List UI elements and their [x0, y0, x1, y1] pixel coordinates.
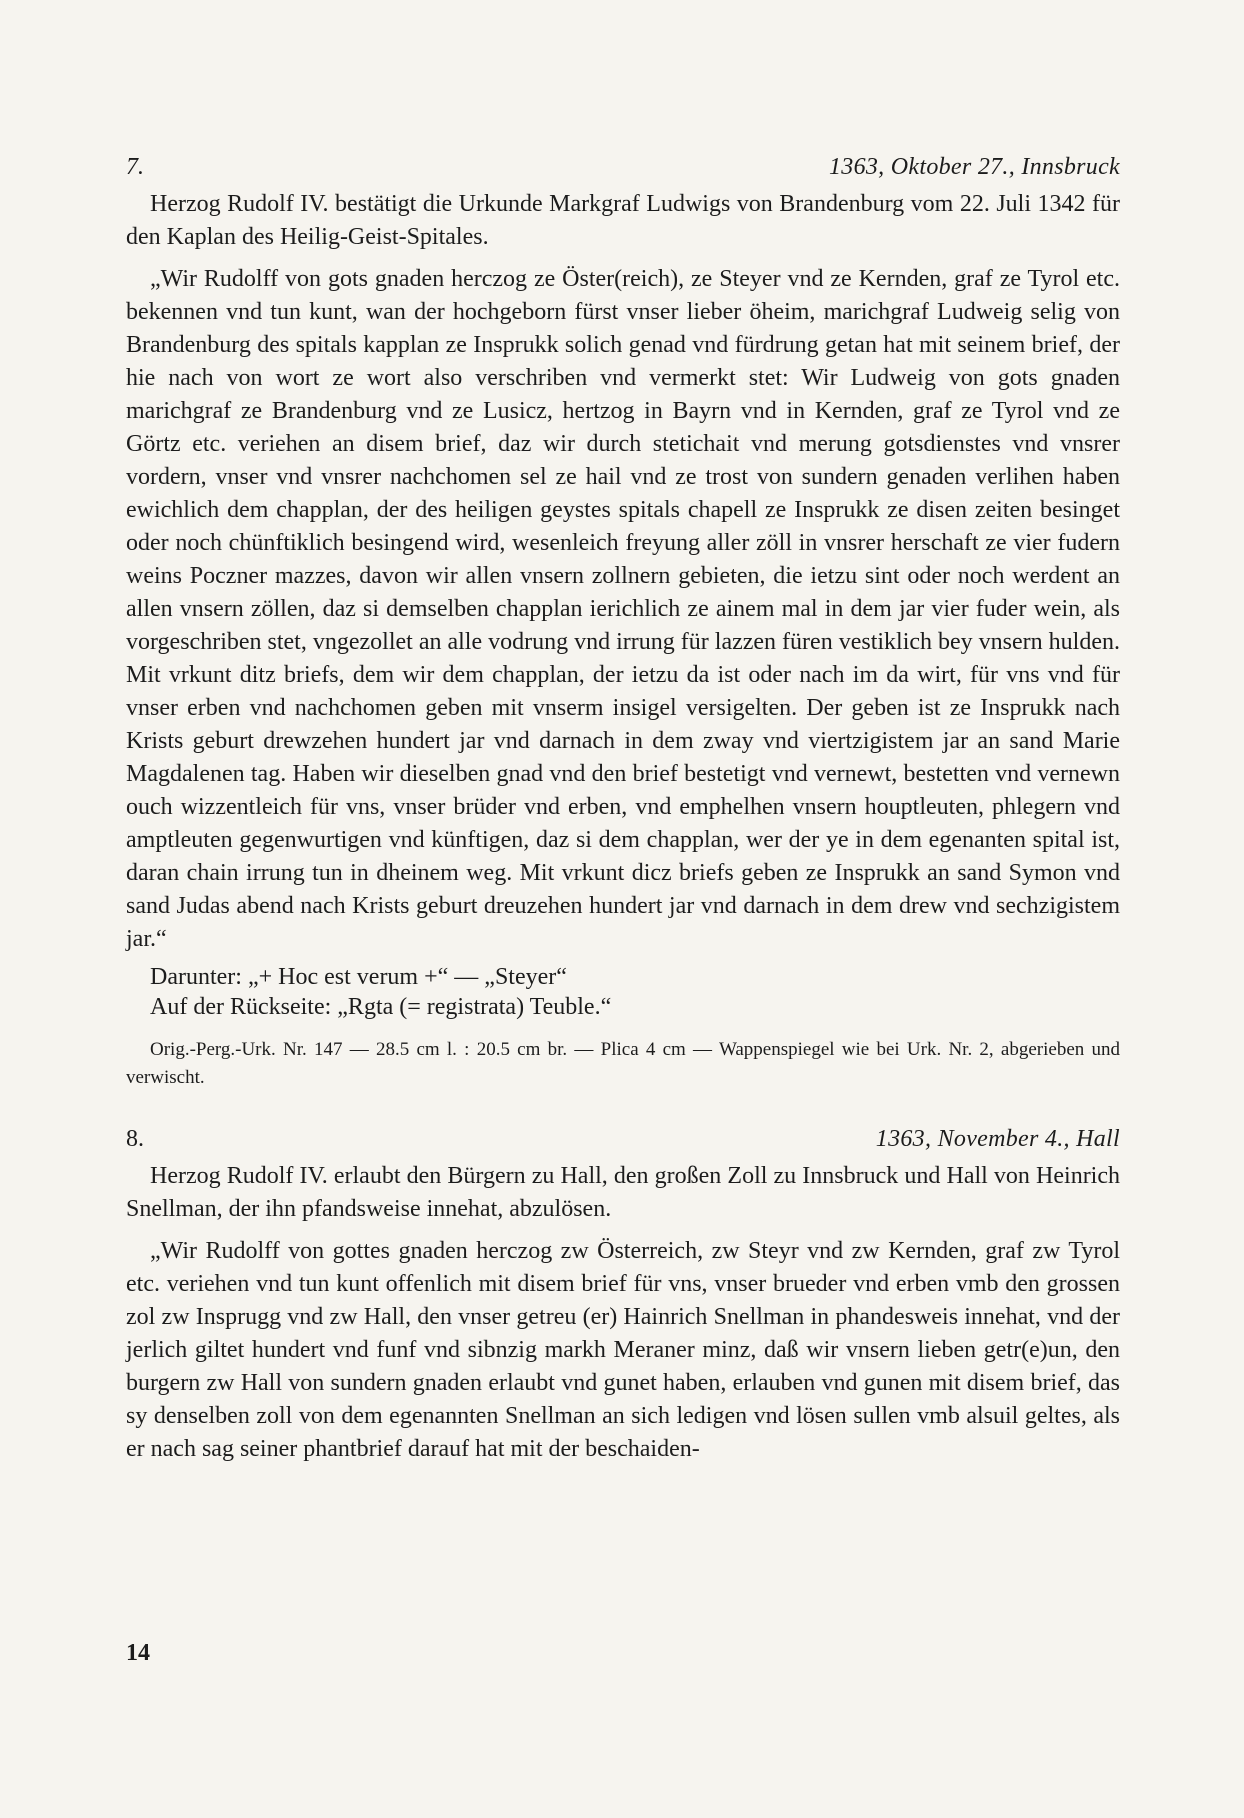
page-number: 14: [126, 1640, 150, 1666]
charter-date: 1363, November 4., Hall: [875, 1126, 1120, 1152]
charter-number: 8.: [126, 1126, 144, 1152]
charter-note-below: Darunter: „+ Hoc est verum +“ — „Steyer“: [150, 964, 567, 990]
charter-header: [126, 150, 1120, 184]
charter-date: 1363, Oktober 27., Innsbruck: [828, 154, 1120, 180]
charter-number: 7.: [126, 154, 144, 180]
charter-note-reverse: Auf der Rückseite: „Rgta (= registrata) Teuble.“: [150, 994, 612, 1020]
charter-7: [126, 150, 1120, 1092]
charter-regest: Herzog Rudolf IV. erlaubt den Bürgern zu Hall, den großen Zoll zu Innsbruck und Hall von Heinrich Snellman, der ihn pfandsweise innehat, abzulösen.: [126, 1163, 1120, 1222]
page-content: [126, 150, 1120, 1472]
charter-header: [126, 1122, 1120, 1156]
charter-source-note: Orig.-Perg.-Urk. Nr. 147 — 28.5 cm l. : 20.5 cm br. — Plica 4 cm — Wappenspiegel wie bei Urk. Nr. 2, abgerieben und verwischt.: [126, 1039, 1120, 1088]
charter-text: „Wir Rudolff von gottes gnaden herczog zw Österreich, zw Steyr vnd zw Kernden, graf zw Tyrol etc. veriehen vnd tun kunt offenlich mit disem brief für vns, vnser brueder vnd erben vmb den grossen zol zw Insprugg vnd zw Hall, den vnser getreu (er) Hainrich Snellman in phandesweis innehat, vnd der jerlich giltet hundert vnd funf vnd sibnzig markh Meraner minz, daß wir vnsern lieben getr(e)un, den burgern zw Hall von sundern gnaden erlaubt vnd gunet haben, erlauben vnd gunen mit disem brief, das sy denselben zoll von dem egenannten Snellman an sich ledigen vnd lösen sullen vmb alsuil geltes, als er nach sag seiner phantbrief darauf hat mit der beschaiden-: [126, 1238, 1120, 1462]
charter-text: „Wir Rudolff von gots gnaden herczog ze Öster(reich), ze Steyer vnd ze Kernden, graf ze Tyrol etc. bekennen vnd tun kunt, wan der hochgeborn fürst vnser lieber öheim, marichgraf Ludweig selig von Brandenburg des spitals kapplan ze Insprukk solich genad vnd fürdrung getan hat mit seinem brief, der hie nach von wort ze wort also verschriben vnd vermerkt stet: Wir Ludweig von gots gnaden marichgraf ze Brandenburg vnd ze Lusicz, hertzog in Bayrn vnd in Kernden, graf ze Tyrol vnd ze Görtz etc. veriehen an disem brief, daz wir durch stetichait vnd merung gotsdienstes vnd vnsrer vordern, vnser vnd vnsrer nachchomen sel ze hail vnd ze trost von sundern genaden verlihen haben ewichlich dem chapplan, der des heiligen geystes spitals chapell ze Insprukk ze disen zeiten besinget oder noch chünftiklich besingend wird, wesenleich freyung aller zöll in vnsrer herschaft ze vier fudern weins Poczner mazzes, davon wir allen vnsern zollnern gebieten, die ietzu sint oder noch werdent an allen vnsern zöllen, daz si demselben chapplan ierichlich ze ainem mal in dem jar vier fuder wein, als vorgeschriben stet, vngezollet an alle vodrung vnd irrung für lazzen füren vestiklich bey vnsern hulden. Mit vrkunt ditz briefs, dem wir dem chapplan, der ietzu da ist oder nach im da wirt, für vns vnd für vnser erben vnd nachchomen geben mit vnserm insigel versigelten. Der geben ist ze Insprukk nach Krists geburt drewzehen hundert jar vnd darnach in dem zway vnd viertzigistem jar an sand Marie Magdalenen tag. Haben wir dieselben gnad vnd den brief bestetigt vnd vernewt, bestetten vnd vernewn ouch wizzentleich für vns, vnser brüder vnd erben, vnd emphelhen vnsern houptleuten, phlegern vnd amptleuten gegenwurtigen vnd künftigen, daz si dem chapplan, wer der ye in dem egenanten spital ist, daran chain irrung tun in dheinem weg. Mit vrkunt dicz briefs geben ze Insprukk an sand Symon vnd sand Judas abend nach Krists geburt dreuzehen hundert jar vnd darnach in dem drew vnd sechzigistem jar.“: [126, 266, 1120, 952]
charter-8: [126, 1122, 1120, 1466]
charter-regest: Herzog Rudolf IV. bestätigt die Urkunde Markgraf Ludwigs von Brandenburg vom 22. Juli 1342 für den Kaplan des Heilig-Geist-Spitales.: [126, 191, 1120, 250]
